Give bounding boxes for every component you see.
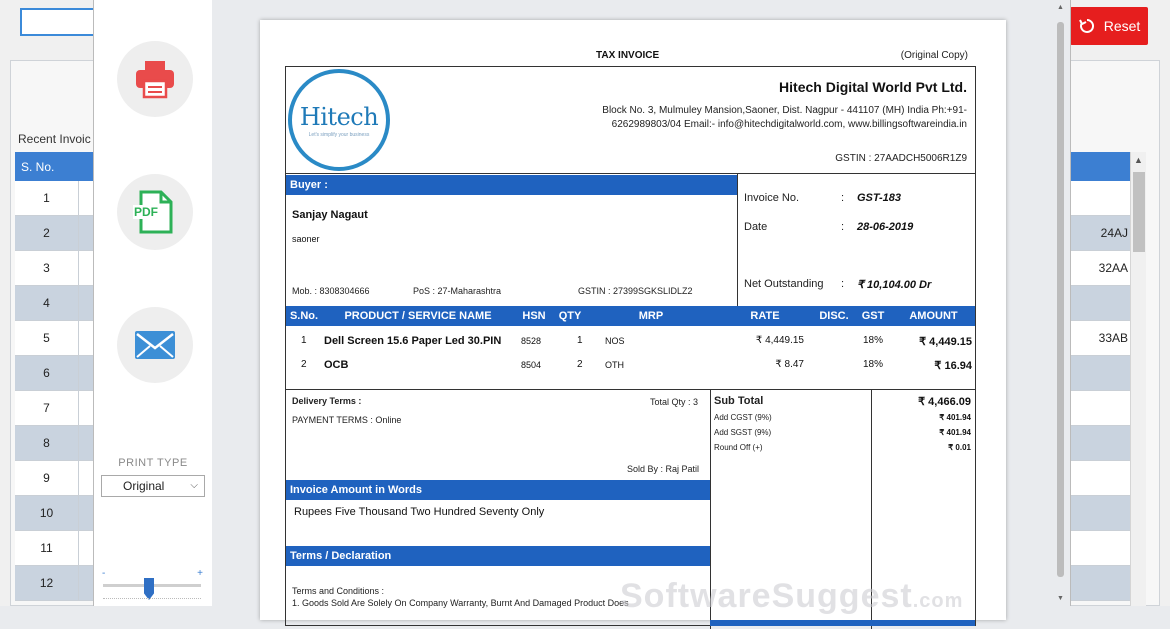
outstanding-label: Net Outstanding: [744, 278, 824, 290]
row-sno: 4: [15, 286, 79, 320]
invoice-date: 28-06-2019: [857, 221, 914, 233]
net-outstanding: ₹ 10,104.00 Dr: [857, 279, 932, 291]
colon: :: [841, 278, 845, 290]
col-amount: AMOUNT: [909, 310, 958, 322]
item-qty: 2: [577, 359, 583, 370]
col-gst: GST: [861, 310, 885, 322]
item-sno: 1: [301, 335, 307, 346]
round-off-value: ₹ 0.01: [948, 443, 971, 452]
item-unit: OTH: [605, 360, 624, 370]
row-gstin: [1095, 566, 1130, 600]
watermark-tld: .com: [912, 590, 964, 612]
col-qty: QTY: [558, 310, 582, 322]
subtotal-label: Sub Total: [714, 395, 764, 407]
refresh-icon: [1078, 17, 1096, 35]
buyer-label: Buyer :: [290, 179, 328, 191]
row-sno: 1: [15, 181, 79, 215]
cgst-label: Add CGST (9%): [714, 413, 772, 422]
col-rate: RATE: [750, 310, 780, 322]
payment-terms: PAYMENT TERMS : Online: [292, 415, 402, 425]
watermark: [620, 577, 963, 616]
item-gst: 18%: [863, 359, 884, 370]
row-gstin: [1095, 356, 1130, 390]
reset-label: Reset: [1103, 18, 1141, 34]
items-table-header: [286, 306, 975, 326]
print-type-value: Original: [123, 479, 165, 493]
item-unit: NOS: [605, 336, 625, 346]
amount-words-label: Invoice Amount in Words: [290, 484, 423, 496]
amount-words-header: [286, 480, 710, 500]
row-gstin: 32AA: [1098, 261, 1128, 275]
row-sno: 8: [15, 426, 79, 460]
item-hsn: 8504: [521, 360, 542, 370]
row-sno: 5: [15, 321, 79, 355]
terms-line: 1. Goods Sold Are Solely On Company Warranty, Burnt And Damaged Product Does: [292, 598, 629, 608]
col-sno: S.No.: [289, 310, 319, 322]
chevron-down-icon: ⌵: [190, 480, 198, 491]
date-label: Date: [744, 221, 768, 233]
logo-text: Hitech: [299, 102, 379, 131]
row-sno: 6: [15, 356, 79, 390]
round-off-label: Round Off (+): [714, 443, 763, 452]
col-mrp: MRP: [638, 310, 664, 322]
row-gstin: [1095, 286, 1130, 320]
grand-total-bar: [710, 620, 975, 626]
row-sno: 9: [15, 461, 79, 495]
invoice-page: [260, 20, 1006, 620]
pdf-text: PDF: [134, 205, 158, 219]
buyer-mobile: Mob. : 8308304666: [292, 286, 370, 296]
search-input[interactable]: [20, 8, 100, 36]
scrollbar-thumb[interactable]: [1057, 22, 1064, 577]
company-name: Hitech Digital World Pvt Ltd.: [779, 79, 967, 95]
column-header-sno[interactable]: S. No.: [21, 159, 55, 174]
terms-label: Terms / Declaration: [290, 550, 392, 562]
item-hsn: 8528: [521, 336, 542, 346]
scroll-up-icon[interactable]: ▲: [1057, 4, 1064, 11]
buyer-address: saoner: [292, 234, 320, 244]
buyer-gstin: GSTIN : 27399SGKSLIDLZ2: [578, 286, 693, 296]
total-qty: Total Qty : 3: [650, 397, 699, 407]
print-button[interactable]: [117, 41, 193, 117]
subtotal-value: ₹ 4,466.09: [918, 396, 971, 408]
amount-in-words: Rupees Five Thousand Two Hundred Seventy Only: [294, 506, 545, 518]
buyer-name: Sanjay Nagaut: [292, 209, 368, 221]
sgst-label: Add SGST (9%): [714, 428, 772, 437]
divider: [737, 174, 738, 306]
terms-header: [286, 546, 710, 566]
row-gstin: [1095, 531, 1130, 565]
document-viewer[interactable]: [212, 0, 1070, 615]
row-sno: 2: [15, 216, 79, 250]
scroll-up-icon[interactable]: ▲: [1134, 155, 1143, 165]
scroll-down-icon[interactable]: ▼: [1057, 595, 1064, 602]
invoice-body: [285, 66, 976, 626]
row-sno: 3: [15, 251, 79, 285]
company-logo: [288, 69, 390, 171]
copy-label: (Original Copy): [900, 50, 968, 61]
table-scrollbar[interactable]: [1130, 152, 1146, 606]
row-gstin: [1095, 391, 1130, 425]
email-button[interactable]: [117, 307, 193, 383]
sgst-value: ₹ 401.94: [939, 428, 971, 437]
row-sno: 12: [15, 566, 79, 600]
colon: :: [841, 192, 845, 204]
item-amount: ₹ 4,449.15: [919, 336, 972, 348]
terms-title: Terms and Conditions :: [292, 586, 385, 596]
zoom-plus[interactable]: +: [197, 568, 203, 579]
row-gstin: [1095, 426, 1130, 460]
printer-icon: [134, 59, 176, 99]
delivery-terms-label: Delivery Terms :: [292, 396, 362, 406]
item-amount: ₹ 16.94: [934, 360, 972, 372]
invoice-no-label: Invoice No.: [744, 192, 800, 204]
item-rate: ₹ 4,449.15: [755, 335, 804, 346]
row-gstin: [1095, 181, 1130, 215]
row-gstin: [1095, 496, 1130, 530]
envelope-icon: [134, 330, 176, 360]
print-type-select[interactable]: [101, 475, 205, 497]
print-type-label: PRINT TYPE: [118, 457, 188, 469]
reset-button[interactable]: [1070, 7, 1148, 45]
item-name: OCB: [324, 359, 349, 371]
zoom-ticks: [103, 598, 201, 603]
company-address: Block No. 3, Mulmuley Mansion,Saoner, Dist. Nagpur - 441107 (MH) India Ph:+91-6262989803/04 Email:- info@hitechdigitalworld.com, www.billingsoftwareindia.in: [602, 105, 967, 130]
item-sno: 2: [301, 359, 307, 370]
print-preview-dialog: [93, 0, 1071, 615]
item-rate: ₹ 8.47: [775, 359, 804, 370]
zoom-thumb[interactable]: [144, 578, 154, 600]
buyer-header: [286, 175, 737, 195]
row-sno: 7: [15, 391, 79, 425]
preview-sidebar: [94, 0, 212, 606]
pdf-button[interactable]: [117, 174, 193, 250]
company-gstin: GSTIN : 27AADCH5006R1Z9: [835, 153, 967, 164]
item-name: Dell Screen 15.6 Paper Led 30.PIN: [324, 335, 502, 347]
scrollbar-thumb[interactable]: [1133, 172, 1145, 252]
invoice-title: TAX INVOICE: [596, 50, 660, 61]
col-disc: DISC.: [819, 310, 849, 322]
colon: :: [841, 221, 845, 233]
col-hsn: HSN: [522, 310, 546, 322]
cgst-value: ₹ 401.94: [939, 413, 971, 422]
divider: [286, 173, 975, 174]
item-qty: 1: [577, 335, 583, 346]
recent-invoices-label: Recent Invoic: [18, 132, 91, 146]
row-gstin: [1095, 461, 1130, 495]
zoom-slider[interactable]: [101, 568, 205, 604]
item-gst: 18%: [863, 335, 884, 346]
zoom-minus[interactable]: -: [102, 568, 106, 579]
row-sno: 11: [15, 531, 79, 565]
logo-tagline: Let's simplify your business: [308, 131, 370, 138]
watermark-text: SoftwareSuggest: [620, 577, 913, 615]
viewer-scrollbar[interactable]: [1054, 0, 1068, 606]
invoice-no: GST-183: [857, 192, 902, 204]
row-gstin: 24AJ: [1100, 226, 1128, 240]
col-product: PRODUCT / SERVICE NAME: [344, 310, 492, 322]
row-sno: 10: [15, 496, 79, 530]
buyer-pos: PoS : 27-Maharashtra: [413, 286, 502, 296]
row-gstin: 33AB: [1098, 331, 1128, 345]
sold-by: Sold By : Raj Patil: [627, 464, 700, 474]
